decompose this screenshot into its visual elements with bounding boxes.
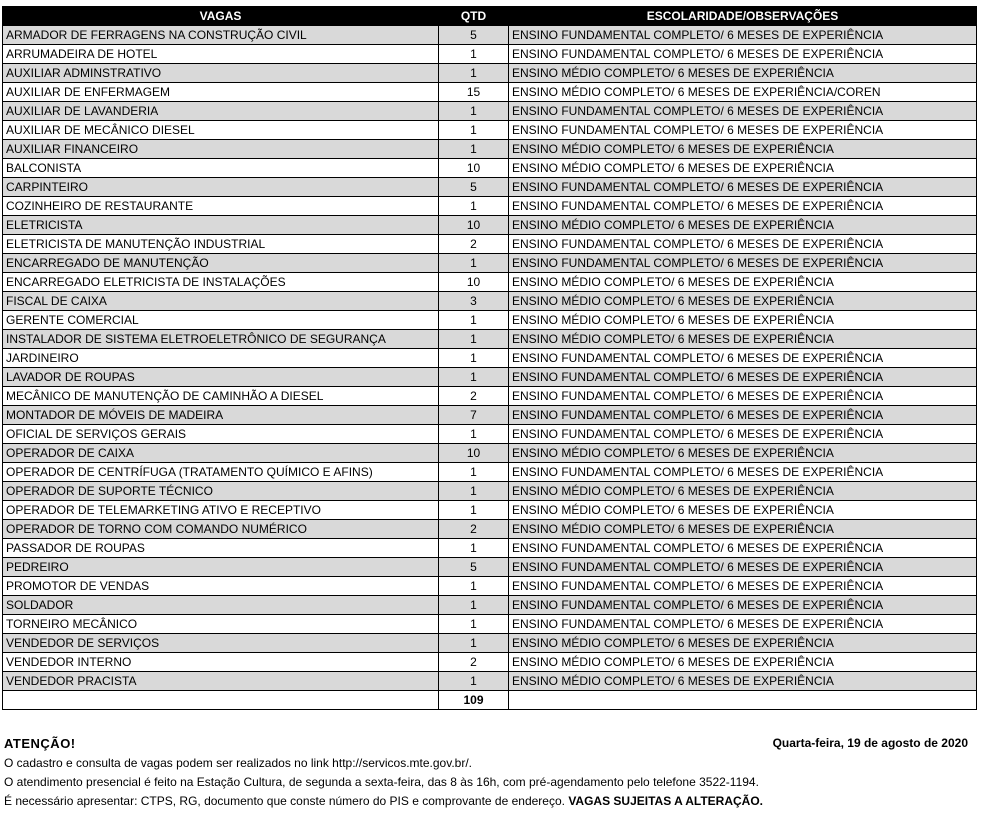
cell-qtd: 1 (439, 311, 509, 330)
table-row (3, 197, 977, 216)
cell-obs: ENSINO FUNDAMENTAL COMPLETO/ 6 MESES DE EXPERIÊNCIA (509, 197, 977, 216)
cell-vaga: CARPINTEIRO (3, 178, 439, 197)
cell-qtd: 1 (439, 330, 509, 349)
cell-vaga: JARDINEIRO (3, 349, 439, 368)
cell-qtd: 2 (439, 520, 509, 539)
header-row (3, 7, 977, 26)
cell-qtd: 5 (439, 178, 509, 197)
cell-qtd: 1 (439, 368, 509, 387)
note-line-3 (4, 794, 974, 808)
cell-qtd: 1 (439, 45, 509, 64)
cell-obs: ENSINO MÉDIO COMPLETO/ 6 MESES DE EXPERIÊNCIA (509, 140, 977, 159)
cell-qtd: 1 (439, 615, 509, 634)
cell-obs: ENSINO MÉDIO COMPLETO/ 6 MESES DE EXPERIÊNCIA (509, 330, 977, 349)
cell-vaga: ELETRICISTA (3, 216, 439, 235)
cell-vaga: BALCONISTA (3, 159, 439, 178)
cell-qtd: 1 (439, 102, 509, 121)
cell-obs: ENSINO FUNDAMENTAL COMPLETO/ 6 MESES DE EXPERIÊNCIA (509, 102, 977, 121)
cell-qtd: 5 (439, 26, 509, 45)
cell-obs: ENSINO FUNDAMENTAL COMPLETO/ 6 MESES DE EXPERIÊNCIA (509, 45, 977, 64)
cell-vaga: ENCARREGADO ELETRICISTA DE INSTALAÇÕES (3, 273, 439, 292)
cell-vaga: ELETRICISTA DE MANUTENÇÃO INDUSTRIAL (3, 235, 439, 254)
cell-vaga: ARMADOR DE FERRAGENS NA CONSTRUÇÃO CIVIL (3, 26, 439, 45)
cell-qtd: 1 (439, 121, 509, 140)
cell-qtd: 7 (439, 406, 509, 425)
cell-vaga: OPERADOR DE SUPORTE TÉCNICO (3, 482, 439, 501)
cell-qtd: 1 (439, 254, 509, 273)
cell-vaga: OPERADOR DE TORNO COM COMANDO NUMÉRICO (3, 520, 439, 539)
table-row (3, 539, 977, 558)
cell-qtd: 1 (439, 539, 509, 558)
cell-obs: ENSINO FUNDAMENTAL COMPLETO/ 6 MESES DE EXPERIÊNCIA (509, 254, 977, 273)
table-row (3, 159, 977, 178)
header-vagas: VAGAS (3, 7, 439, 26)
total-spacer (3, 691, 439, 710)
cell-obs: ENSINO FUNDAMENTAL COMPLETO/ 6 MESES DE EXPERIÊNCIA (509, 539, 977, 558)
cell-vaga: TORNEIRO MECÂNICO (3, 615, 439, 634)
cell-vaga: VENDEDOR DE SERVIÇOS (3, 634, 439, 653)
table-row (3, 425, 977, 444)
table-row (3, 520, 977, 539)
table-row (3, 558, 977, 577)
table-row (3, 482, 977, 501)
cell-vaga: OFICIAL DE SERVIÇOS GERAIS (3, 425, 439, 444)
table-row (3, 140, 977, 159)
note-line-3-text: É necessário apresentar: CTPS, RG, documento que conste número do PIS e comprovante de endereço. (4, 794, 569, 808)
table-row (3, 64, 977, 83)
cell-vaga: OPERADOR DE CAIXA (3, 444, 439, 463)
cell-vaga: GERENTE COMERCIAL (3, 311, 439, 330)
cell-qtd: 3 (439, 292, 509, 311)
table-row (3, 672, 977, 691)
cell-obs: ENSINO FUNDAMENTAL COMPLETO/ 6 MESES DE EXPERIÊNCIA (509, 558, 977, 577)
cell-qtd: 1 (439, 577, 509, 596)
cell-obs: ENSINO FUNDAMENTAL COMPLETO/ 6 MESES DE EXPERIÊNCIA (509, 615, 977, 634)
cell-qtd: 10 (439, 273, 509, 292)
note-line-1: O cadastro e consulta de vagas podem ser realizados no link http://servicos.mte.gov.br/. (4, 756, 473, 770)
table-row (3, 330, 977, 349)
cell-obs: ENSINO FUNDAMENTAL COMPLETO/ 6 MESES DE EXPERIÊNCIA (509, 178, 977, 197)
table-row (3, 653, 977, 672)
cell-obs: ENSINO MÉDIO COMPLETO/ 6 MESES DE EXPERIÊNCIA (509, 64, 977, 83)
cell-vaga: VENDEDOR INTERNO (3, 653, 439, 672)
cell-vaga: MONTADOR DE MÓVEIS DE MADEIRA (3, 406, 439, 425)
cell-qtd: 1 (439, 425, 509, 444)
cell-qtd: 1 (439, 349, 509, 368)
cell-obs: ENSINO FUNDAMENTAL COMPLETO/ 6 MESES DE EXPERIÊNCIA (509, 406, 977, 425)
cell-qtd: 1 (439, 64, 509, 83)
cell-obs: ENSINO FUNDAMENTAL COMPLETO/ 6 MESES DE EXPERIÊNCIA (509, 26, 977, 45)
cell-vaga: ENCARREGADO DE MANUTENÇÃO (3, 254, 439, 273)
cell-qtd: 2 (439, 235, 509, 254)
table-row (3, 311, 977, 330)
note-line-3-bold: VAGAS SUJEITAS A ALTERAÇÃO. (568, 794, 763, 808)
table-row (3, 615, 977, 634)
cell-qtd: 2 (439, 653, 509, 672)
cell-qtd: 1 (439, 197, 509, 216)
cell-vaga: OPERADOR DE CENTRÍFUGA (TRATAMENTO QUÍMICO E AFINS) (3, 463, 439, 482)
cell-obs: ENSINO FUNDAMENTAL COMPLETO/ 6 MESES DE EXPERIÊNCIA (509, 349, 977, 368)
cell-vaga: FISCAL DE CAIXA (3, 292, 439, 311)
cell-obs: ENSINO MÉDIO COMPLETO/ 6 MESES DE EXPERIÊNCIA (509, 292, 977, 311)
cell-qtd: 2 (439, 387, 509, 406)
cell-vaga: SOLDADOR (3, 596, 439, 615)
cell-obs: ENSINO FUNDAMENTAL COMPLETO/ 6 MESES DE EXPERIÊNCIA (509, 368, 977, 387)
vagas-sheet (2, 6, 976, 710)
cell-vaga: OPERADOR DE TELEMARKETING ATIVO E RECEPTIVO (3, 501, 439, 520)
cell-qtd: 1 (439, 463, 509, 482)
table-row (3, 501, 977, 520)
cell-vaga: COZINHEIRO DE RESTAURANTE (3, 197, 439, 216)
cell-vaga: ARRUMADEIRA DE HOTEL (3, 45, 439, 64)
table-row (3, 121, 977, 140)
cell-obs: ENSINO MÉDIO COMPLETO/ 6 MESES DE EXPERIÊNCIA/COREN (509, 83, 977, 102)
note-line-2: O atendimento presencial é feito na Estação Cultura, de segunda a sexta-feira, das 8 às 16h, com pré-agendamento pelo telefone 3522-1194. (4, 775, 759, 789)
total-row (3, 691, 977, 710)
table-row (3, 292, 977, 311)
cell-vaga: AUXILIAR DE ENFERMAGEM (3, 83, 439, 102)
cell-obs: ENSINO FUNDAMENTAL COMPLETO/ 6 MESES DE EXPERIÊNCIA (509, 387, 977, 406)
cell-obs: ENSINO FUNDAMENTAL COMPLETO/ 6 MESES DE EXPERIÊNCIA (509, 577, 977, 596)
table-row (3, 368, 977, 387)
table-row (3, 596, 977, 615)
cell-qtd: 1 (439, 596, 509, 615)
footer-notes (4, 736, 974, 808)
cell-obs: ENSINO FUNDAMENTAL COMPLETO/ 6 MESES DE EXPERIÊNCIA (509, 121, 977, 140)
attention-heading: ATENÇÃO! (4, 736, 76, 751)
cell-obs: ENSINO MÉDIO COMPLETO/ 6 MESES DE EXPERIÊNCIA (509, 520, 977, 539)
table-row (3, 634, 977, 653)
cell-qtd: 5 (439, 558, 509, 577)
table-row (3, 349, 977, 368)
cell-vaga: AUXILIAR DE LAVANDERIA (3, 102, 439, 121)
table-row (3, 26, 977, 45)
cell-qtd: 15 (439, 83, 509, 102)
table-row (3, 235, 977, 254)
cell-qtd: 1 (439, 634, 509, 653)
cell-obs: ENSINO MÉDIO COMPLETO/ 6 MESES DE EXPERIÊNCIA (509, 444, 977, 463)
table-row (3, 387, 977, 406)
cell-vaga: AUXILIAR DE MECÂNICO DIESEL (3, 121, 439, 140)
date-label: Quarta-feira, 19 de agosto de 2020 (772, 736, 968, 750)
cell-vaga: INSTALADOR DE SISTEMA ELETROELETRÔNICO DE SEGURANÇA (3, 330, 439, 349)
cell-qtd: 10 (439, 216, 509, 235)
cell-vaga: PROMOTOR DE VENDAS (3, 577, 439, 596)
cell-qtd: 1 (439, 482, 509, 501)
table-row (3, 463, 977, 482)
header-qtd: QTD (439, 7, 509, 26)
cell-obs: ENSINO FUNDAMENTAL COMPLETO/ 6 MESES DE EXPERIÊNCIA (509, 235, 977, 254)
table-row (3, 102, 977, 121)
cell-vaga: PASSADOR DE ROUPAS (3, 539, 439, 558)
cell-qtd: 1 (439, 672, 509, 691)
cell-obs: ENSINO FUNDAMENTAL COMPLETO/ 6 MESES DE EXPERIÊNCIA (509, 425, 977, 444)
table-row (3, 406, 977, 425)
cell-vaga: AUXILIAR ADMINSTRATIVO (3, 64, 439, 83)
cell-obs: ENSINO MÉDIO COMPLETO/ 6 MESES DE EXPERIÊNCIA (509, 672, 977, 691)
vagas-table (2, 6, 977, 710)
cell-obs: ENSINO MÉDIO COMPLETO/ 6 MESES DE EXPERIÊNCIA (509, 273, 977, 292)
cell-obs: ENSINO MÉDIO COMPLETO/ 6 MESES DE EXPERIÊNCIA (509, 311, 977, 330)
cell-vaga: MECÂNICO DE MANUTENÇÃO DE CAMINHÃO A DIESEL (3, 387, 439, 406)
cell-obs: ENSINO MÉDIO COMPLETO/ 6 MESES DE EXPERIÊNCIA (509, 634, 977, 653)
cell-vaga: PEDREIRO (3, 558, 439, 577)
table-row (3, 273, 977, 292)
cell-qtd: 1 (439, 501, 509, 520)
cell-obs: ENSINO MÉDIO COMPLETO/ 6 MESES DE EXPERIÊNCIA (509, 653, 977, 672)
table-row (3, 45, 977, 64)
cell-vaga: VENDEDOR PRACISTA (3, 672, 439, 691)
cell-qtd: 10 (439, 444, 509, 463)
cell-qtd: 1 (439, 140, 509, 159)
cell-obs: ENSINO MÉDIO COMPLETO/ 6 MESES DE EXPERIÊNCIA (509, 501, 977, 520)
cell-obs: ENSINO FUNDAMENTAL COMPLETO/ 6 MESES DE EXPERIÊNCIA (509, 463, 977, 482)
table-row (3, 83, 977, 102)
cell-vaga: AUXILIAR FINANCEIRO (3, 140, 439, 159)
cell-obs: ENSINO MÉDIO COMPLETO/ 6 MESES DE EXPERIÊNCIA (509, 482, 977, 501)
cell-vaga: LAVADOR DE ROUPAS (3, 368, 439, 387)
table-row (3, 577, 977, 596)
table-row (3, 178, 977, 197)
total-obs-empty (509, 691, 977, 710)
table-body (3, 26, 977, 691)
cell-obs: ENSINO FUNDAMENTAL COMPLETO/ 6 MESES DE EXPERIÊNCIA (509, 596, 977, 615)
cell-obs: ENSINO MÉDIO COMPLETO/ 6 MESES DE EXPERIÊNCIA (509, 159, 977, 178)
table-row (3, 254, 977, 273)
cell-obs: ENSINO MÉDIO COMPLETO/ 6 MESES DE EXPERIÊNCIA (509, 216, 977, 235)
cell-qtd: 10 (439, 159, 509, 178)
table-row (3, 216, 977, 235)
total-qtd: 109 (439, 691, 509, 710)
header-escolaridade: ESCOLARIDADE/OBSERVAÇÕES (509, 7, 977, 26)
table-row (3, 444, 977, 463)
